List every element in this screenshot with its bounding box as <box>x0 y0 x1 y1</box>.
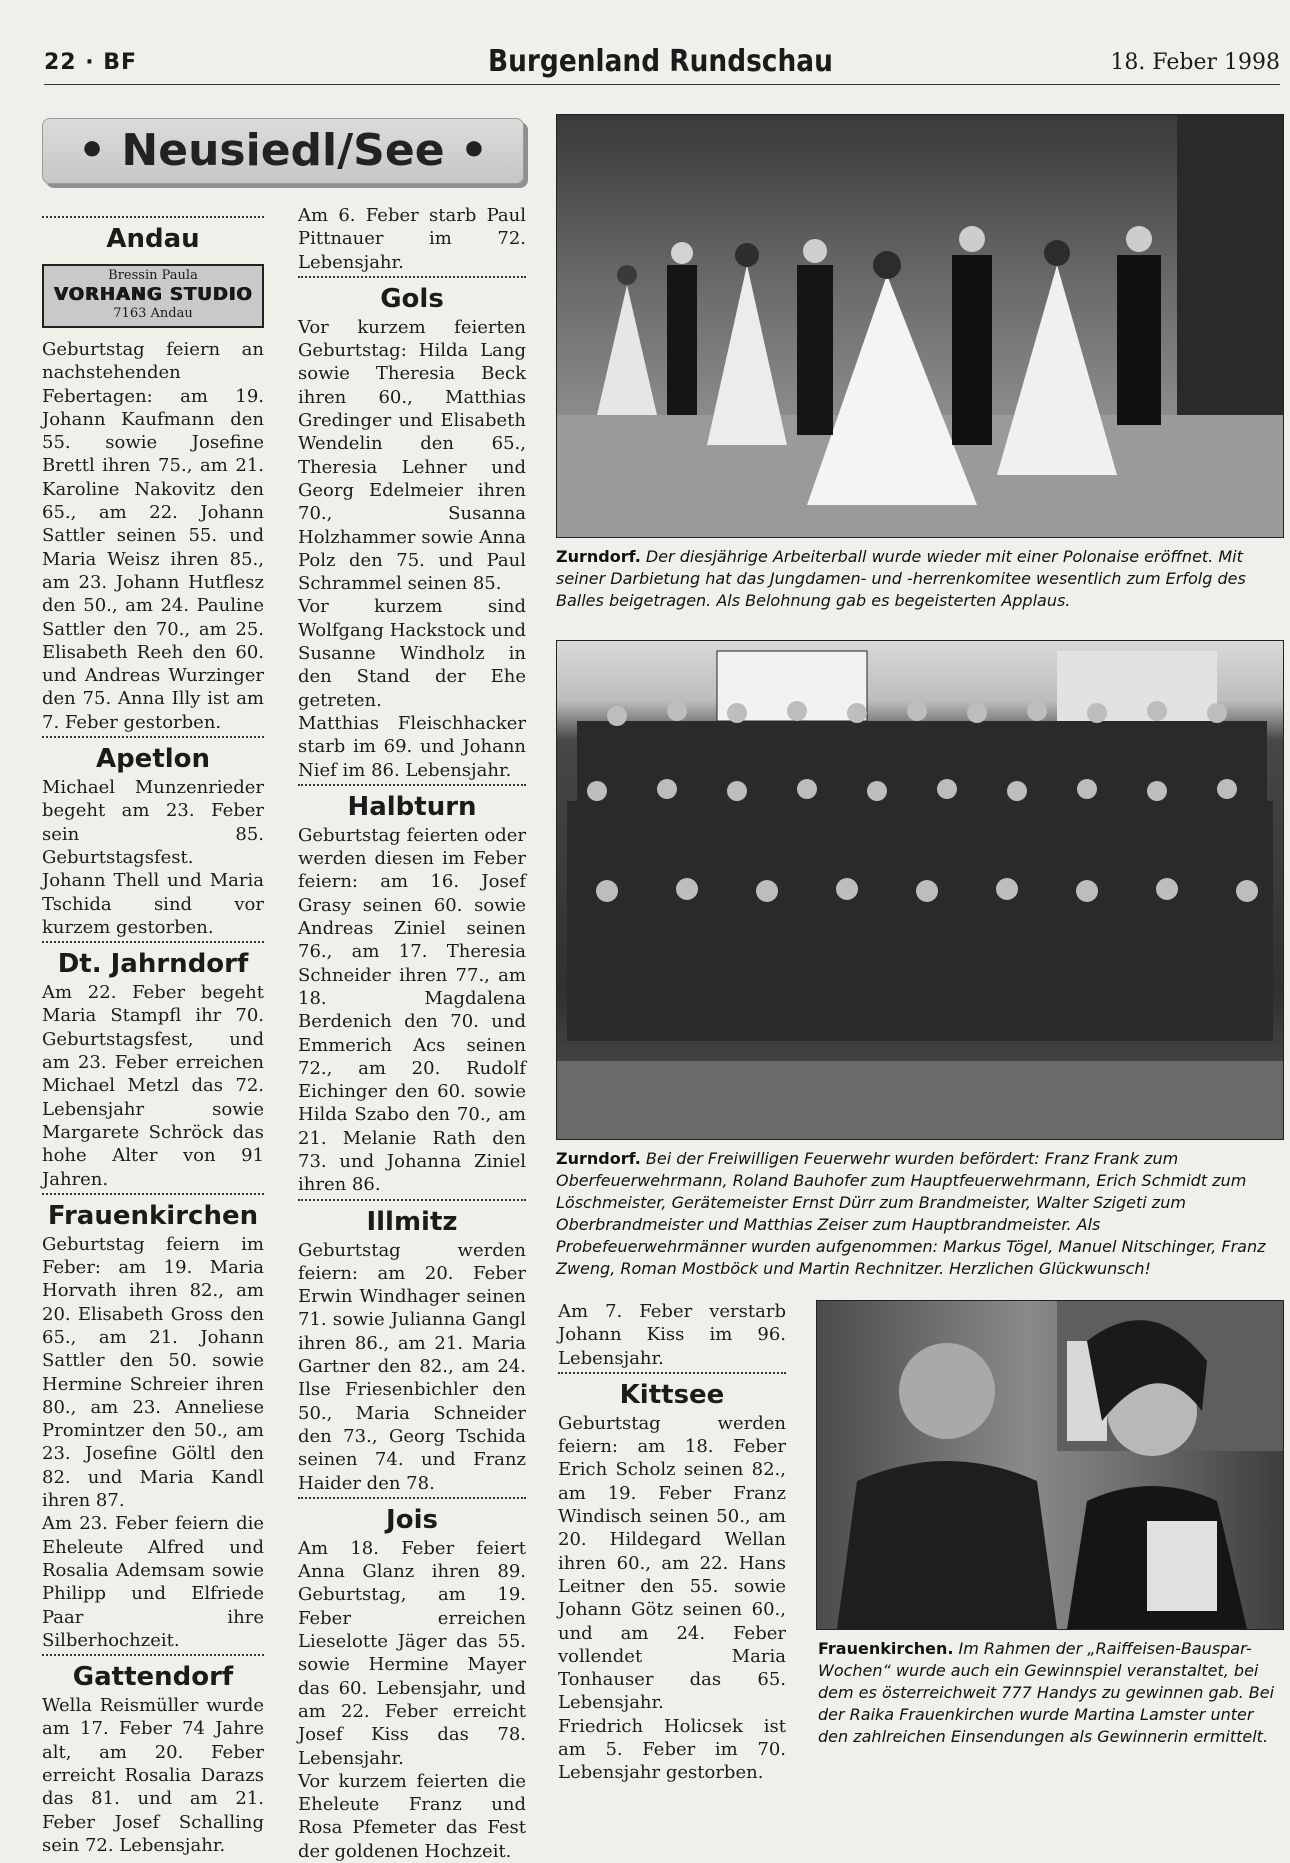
photo-fire-brigade-illustration <box>557 641 1283 1139</box>
dotted-separator <box>298 784 526 786</box>
dotted-separator <box>42 1654 264 1656</box>
section-text-gols-3: Matthias Fleischhacker starb im 69. und Johann Nief im 86. Lebensjahr. <box>298 712 526 781</box>
page-number: 22 · BF <box>44 50 138 75</box>
section-text-apetlon-2: Johann Thell und Maria Tschida sind vor kurzem gestorben. <box>42 870 264 938</box>
ad-logo: VORHANG STUDIO <box>53 284 253 305</box>
section-text-kittsee-1: Geburtstag werden feiern: am 18. Feber Erich Scholz seinen 82., am 19. Feber Franz Windisch seinen 50., am 20. Hildegard Wellan ihren 60., am 22. Hans Leitner den 55. sowie Johann Götz seinen 60., und am 24. Feber vollendet Maria Tonhauser das 65. Lebensjahr. <box>558 1412 786 1714</box>
section-title-apetlon: Apetlon <box>95 744 211 775</box>
region-banner <box>42 118 524 184</box>
caption-place-fire-brigade: Zurndorf. <box>556 1149 641 1168</box>
section-text-gols-1: Vor kurzem feierten Geburtstag: Hilda Lang sowie Theresia Beck ihren 60., Matthias Gredinger und Elisabeth Wendelin den 65., Theresia Lehner und Georg Edelmeier ihren 70., Susanna Holzhammer sowie Anna Polz den 75. und Paul Schrammel seinen 85. <box>298 316 526 595</box>
section-text-apetlon-1: Michael Munzenrieder begeht am 23. Feber sein 85. Geburtstagsfest. <box>42 777 264 868</box>
photo-ball-illustration <box>557 115 1283 537</box>
photo-ball-polonaise <box>556 114 1284 538</box>
photo-raffle-illustration <box>817 1301 1283 1629</box>
section-title-jois: Jois <box>386 1504 438 1535</box>
dotted-separator <box>298 1199 526 1201</box>
section-text-jois-2: Vor kurzem feierten die Eheleute Franz und Rosa Pfemeter das Fest der goldenen Hochzeit. <box>298 1770 526 1862</box>
section-text-andau-continued: Am 6. Feber starb Paul Pittnauer im 72. Lebensjahr. <box>298 205 526 273</box>
section-text-andau: Geburtstag feiern an nachstehenden Febertagen: am 19. Johann Kaufmann den 55. sowie Josefine Brettl ihren 75., am 21. Karoline Nakovitz den 65., am 22. Johann Sattler seinen 55. und Maria Weisz ihren 85., am 23. Johann Hutflesz den 50., am 24. Pauline Sattler den 70., am 25. Elisabeth Reeh den 60. und Andreas Wurzinger den 75. Anna Illy ist am 7. Feber gestorben. <box>42 339 264 733</box>
section-title-jahrndorf: Dt. Jahrndorf <box>57 949 249 980</box>
section-title-frauenkirchen: Frauenkirchen <box>47 1200 259 1231</box>
advertisement <box>42 264 264 328</box>
ad-address: 7163 Andau <box>113 306 193 321</box>
caption-text-raffle: Im Rahmen der „Raiffeisen-Bauspar-Wochen“ wurde auch ein Gewinnspiel veranstaltet, bei dem es österreichweit 777 Handys zu gewinnen gab. Bei der Raika Frauenkirchen wurde Martina Lamster unter den zahlreichen Einsendungen als Gewinnerin ermittelt. <box>818 1639 1275 1746</box>
section-text-halbturn: Geburtstag feierten oder werden diesen im Feber feiern: am 16. Josef Grasy seinen 60. sowie Andreas Ziniel seinen 76., am 17. Theresia Schneider ihren 77., am 18. Magdalena Berdenich den 70. und Emmerich Acs seinen 72., am 20. Rudolf Eichinger den 60. sowie Hilda Szabo den 70., am 21. Melanie Rath den 73. und Johanna Ziniel ihren 86. <box>298 824 526 1196</box>
section-text-frauenkirchen-1: Geburtstag feiern im Feber: am 19. Maria Horvath ihren 82., am 20. Elisabeth Gross den 65., am 21. Johann Sattler den 50. sowie Hermine Schreier ihren 80., am 23. Anneliese Promintzer den 50., am 23. Josefine Göltl den 82. und Maria Kandl ihren 87. <box>42 1233 264 1512</box>
column-1 <box>42 214 264 1857</box>
photo-caption-raffle <box>818 1638 1282 1748</box>
dotted-separator <box>42 736 264 738</box>
column-2 <box>298 204 526 1863</box>
section-text-gattendorf: Wella Reismüller wurde am 17. Feber 74 Jahre alt, am 20. Feber erreicht Rosalia Darazs das 81. und am 21. Feber Josef Schalling sein 72. Lebensjahr. <box>42 1695 264 1856</box>
caption-text-ball: Der diesjährige Arbeiterball wurde wieder mit einer Polonaise eröffnet. Mit seiner Darbietung hat das Jungdamen- und -herrenkomitee wesentlich zum Erfolg des Balles beigetragen. Als Belohnung gab es begeisterten Applaus. <box>556 547 1246 610</box>
section-text-gols-2: Vor kurzem sind Wolfgang Hackstock und Susanne Windholz in den Stand der Ehe getreten. <box>298 596 526 711</box>
newspaper-title: Burgenland Rundschau <box>488 44 833 79</box>
dotted-separator <box>298 1497 526 1499</box>
section-text-kittsee-2: Friedrich Holicsek ist am 5. Feber im 70. Lebensjahr gestorben. <box>558 1715 786 1784</box>
section-title-gols: Gols <box>380 283 444 314</box>
header-rule <box>44 84 1280 85</box>
dotted-separator <box>558 1372 786 1374</box>
section-title-illmitz: Illmitz <box>366 1206 458 1237</box>
section-title-halbturn: Halbturn <box>347 791 477 822</box>
section-text-illmitz-continued: Am 7. Feber verstarb Johann Kiss im 96. Lebensjahr. <box>558 1301 786 1369</box>
region-title: • Neusiedl/See • <box>77 125 488 176</box>
issue-date: 18. Feber 1998 <box>1110 50 1280 75</box>
section-title-gattendorf: Gattendorf <box>72 1662 234 1693</box>
column-3 <box>558 1300 786 1785</box>
section-text-illmitz: Geburtstag werden feiern: am 20. Feber Erwin Windhager seinen 71. sowie Julianna Gangl ihren 86., am 21. Maria Gartner den 82., am 24. Ilse Friesenbichler den 50., Maria Schneider den 73., Georg Tschida seinen 74. und Franz Haider den 78. <box>298 1239 526 1494</box>
caption-text-fire-brigade: Bei der Freiwilligen Feuerwehr wurden befördert: Franz Frank zum Oberfeuerwehrmann, Roland Bauhofer zum Hauptfeuerwehrmann, Erich Schmidt zum Löschmeister, Gerätemeister Ernst Dürr zum Brandmeister, Walter Szigeti zum Oberbrandmeister und Matthias Zeiser zum Hauptbrandmeister. Als Probefeuerwehrmänner wurden aufgenommen: Markus Tögel, Manuel Nitschinger, Franz Zweng, Roman Mostböck und Martin Rechnitzer. Herzlichen Glückwunsch! <box>556 1149 1266 1278</box>
section-title-kittsee: Kittsee <box>619 1379 725 1410</box>
caption-place-raffle: Frauenkirchen. <box>818 1639 954 1658</box>
dotted-separator <box>298 276 526 278</box>
page-header <box>44 44 1280 86</box>
photo-raffle-winner <box>816 1300 1284 1630</box>
dotted-separator <box>42 216 264 218</box>
dotted-separator <box>42 1193 264 1195</box>
section-title-andau: Andau <box>106 224 200 254</box>
caption-place-ball: Zurndorf. <box>556 547 641 566</box>
section-text-frauenkirchen-2: Am 23. Feber feiern die Eheleute Alfred und Rosalia Ademsam sowie Philipp und Elfriede Paar ihre Silberhochzeit. <box>42 1513 264 1651</box>
section-text-jahrndorf: Am 22. Feber begeht Maria Stampfl ihr 70. Geburtstagsfest, und am 23. Feber erreichen Michael Metzl das 72. Lebensjahr sowie Margarete Schröck das hohe Alter von 91 Jahren. <box>42 982 264 1190</box>
photo-caption-ball <box>556 546 1282 612</box>
photo-caption-fire-brigade <box>556 1148 1282 1280</box>
dotted-separator <box>42 941 264 943</box>
ad-owner: Bressin Paula <box>108 268 198 283</box>
photo-fire-brigade <box>556 640 1284 1140</box>
section-text-jois-1: Am 18. Feber feiert Anna Glanz ihren 89. Geburtstag, am 19. Feber erreichen Lieselotte Jäger das 55. sowie Hermine Mayer das 60. Lebensjahr, und am 22. Feber erreicht Josef Kiss das 78. Lebensjahr. <box>298 1537 526 1769</box>
